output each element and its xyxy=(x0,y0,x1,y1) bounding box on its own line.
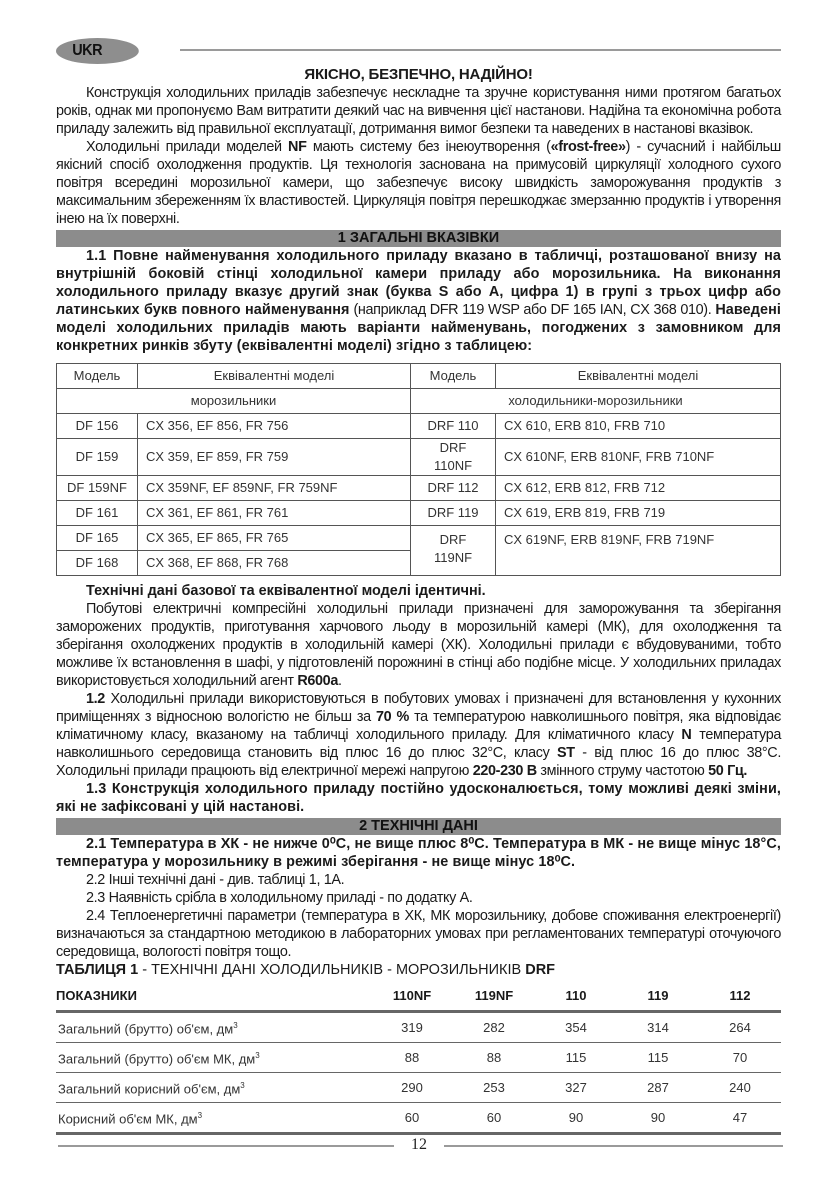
paragraph-2-3: 2.3 Наявність срібла в холодильному приладі - по додатку А. xyxy=(86,890,473,906)
row-label: Загальний (брутто) об'єм МК, $дм^3$ xyxy=(56,1043,371,1073)
value-cell: 47 xyxy=(699,1103,781,1134)
model-cell: DF 165 xyxy=(57,526,138,551)
page-footer xyxy=(58,1136,783,1156)
model-cell: DRF 112 xyxy=(411,476,496,501)
value-cell: 115 xyxy=(617,1043,699,1073)
model-cell: DF 168 xyxy=(57,551,138,576)
equivalents-cell: CX 359, EF 859, FR 759 xyxy=(138,439,411,476)
table-row xyxy=(57,439,781,476)
household-use-paragraph: Побутові електричні компресійні холодильні прилади призначені для заморожування та зберігання заморожених продуктів, приготування харчового льоду в морозильній камері (МК), для охолодження та зберігання охолоджених продуктів в холодильній камері (ХК). Холодильні прилади є вбудовуваними, тобто можливе їх встановлення в шафі, у підготовленій порожнині в стінці або подібне місце. У холодильних приладах використовується холодильний агент R600a. xyxy=(56,601,781,689)
model-cell: DRF 119 xyxy=(411,501,496,526)
value-cell: 90 xyxy=(617,1103,699,1134)
page-title: ЯКІСНО, БЕЗПЕЧНО, НАДІЙНО! xyxy=(304,66,533,83)
row-label: Загальний (брутто) об'єм, $дм^3$ xyxy=(56,1012,371,1043)
column-header: 119 xyxy=(617,985,699,1012)
value-cell: 354 xyxy=(535,1012,617,1043)
value-cell: 90 xyxy=(535,1103,617,1134)
paragraph-2-2: 2.2 Інші технічні дані - див. таблиці 1, 1А. xyxy=(86,872,345,888)
equivalents-cell: CX 361, EF 861, FR 761 xyxy=(138,501,411,526)
page-header xyxy=(56,38,781,64)
value-cell: 314 xyxy=(617,1012,699,1043)
table-row xyxy=(57,501,781,526)
value-cell: 88 xyxy=(371,1043,453,1073)
group-label-freezers: морозильники xyxy=(57,389,411,414)
model-cell: DRF 110NF xyxy=(411,439,496,476)
value-cell: 264 xyxy=(699,1012,781,1043)
equivalents-cell: CX 359NF, EF 859NF, FR 759NF xyxy=(138,476,411,501)
value-cell: 115 xyxy=(535,1043,617,1073)
column-header: Еквівалентні моделі xyxy=(138,364,411,389)
intro-paragraph-2: Холодильні прилади моделей NF мають систему без інеюутворення («frost-free») - сучасний і найбільш якісний спосіб охолодження продуктів. Ця технологія заснована на примусовій циркуляції холодного сухого повітря всередині морозильної камери, що забезпечує високу швидкість заморожування продуктів з максимальним збереженням їх властивостей. Циркуляція повітря перешкоджає змерзанню продуктів і утворення інею на їх поверхні. xyxy=(56,139,782,227)
model-cell: DRF 119NF xyxy=(411,526,496,576)
page-number: 12 xyxy=(411,1136,427,1153)
technical-data-table xyxy=(56,985,781,1135)
row-label: Загальний корисний об'єм, $дм^3$ xyxy=(56,1073,371,1103)
identical-data-note: Технічні дані базової та еквівалентної моделі ідентичні. xyxy=(86,583,486,599)
table-row xyxy=(57,414,781,439)
paragraph-2-4: 2.4 Теплоенергетичні параметри (температура в ХК, МК морозильнику, добове споживання електроенергії) визначаються за стандартною методикою в лабораторних умовах при регламентованих температурі оточуючого середовища, вологості повітря тощо. xyxy=(56,908,781,960)
table-row xyxy=(56,1043,781,1073)
column-header: 119NF xyxy=(453,985,535,1012)
value-cell: 88 xyxy=(453,1043,535,1073)
table-row xyxy=(56,1012,781,1043)
equivalents-cell: CX 368, EF 868, FR 768 xyxy=(138,551,411,576)
equivalents-cell: CX 356, EF 856, FR 756 xyxy=(138,414,411,439)
column-header: Модель xyxy=(411,364,496,389)
equivalent-models-table xyxy=(56,363,781,576)
value-cell: 319 xyxy=(371,1012,453,1043)
model-cell: DF 161 xyxy=(57,501,138,526)
column-header: Модель xyxy=(57,364,138,389)
value-cell: 70 xyxy=(699,1043,781,1073)
value-cell: 60 xyxy=(371,1103,453,1134)
column-header: 112 xyxy=(699,985,781,1012)
table-row xyxy=(56,1103,781,1134)
column-header: 110 xyxy=(535,985,617,1012)
value-cell: 290 xyxy=(371,1073,453,1103)
equivalents-cell: CX 610, ERB 810, FRB 710 xyxy=(496,414,781,439)
header-rule xyxy=(180,49,781,51)
paragraph-1-3: 1.3 Конструкція холодильного приладу постійно удосконалюється, тому можливі деякі зміни, які не зафіксовані у цій настанові. xyxy=(56,781,781,815)
equivalents-cell: CX 619NF, ERB 819NF, FRB 719NF xyxy=(496,526,781,576)
language-badge: UKR xyxy=(56,38,139,64)
value-cell: 287 xyxy=(617,1073,699,1103)
section-heading-technical: 2 ТЕХНІЧНІ ДАНІ xyxy=(56,818,781,835)
column-header: 110NF xyxy=(371,985,453,1012)
model-cell: DF 156 xyxy=(57,414,138,439)
value-cell: 240 xyxy=(699,1073,781,1103)
equivalents-cell: CX 619, ERB 819, FRB 719 xyxy=(496,501,781,526)
value-cell: 282 xyxy=(453,1012,535,1043)
table-header-row xyxy=(57,364,781,389)
group-label-fridge-freezers: холодильники-морозильники xyxy=(411,389,781,414)
equivalents-cell: CX 612, ERB 812, FRB 712 xyxy=(496,476,781,501)
section-heading-general: 1 ЗАГАЛЬНІ ВКАЗІВКИ xyxy=(56,230,781,247)
model-cell: DF 159NF xyxy=(57,476,138,501)
footer-rule-left xyxy=(58,1145,394,1147)
value-cell: 253 xyxy=(453,1073,535,1103)
table-header-row xyxy=(56,985,781,1012)
row-label: Корисний об'єм МК, $дм^3$ xyxy=(56,1103,371,1134)
equivalents-cell: CX 365, EF 865, FR 765 xyxy=(138,526,411,551)
column-header: Еквівалентні моделі xyxy=(496,364,781,389)
table-1-caption: ТАБЛИЦЯ 1 - ТЕХНІЧНІ ДАНІ ХОЛОДИЛЬНИКІВ - МОРОЗИЛЬНИКІВ DRF xyxy=(56,962,556,978)
equivalents-cell: CX 610NF, ERB 810NF, FRB 710NF xyxy=(496,439,781,476)
footer-rule-right xyxy=(444,1145,783,1147)
paragraph-2-1: 2.1 Температура в ХК - не нижче 0⁰С, не вище плюс 8⁰С. Температура в МК - не вище мінус 18°С, температура у морозильнику в режимі зберігання - не вище мінус 18⁰С. xyxy=(56,836,781,870)
paragraph-1-1: 1.1 Повне найменування холодильного приладу вказано в табличці, розташованої внизу на внутрішній боковій стінці холодильної камери приладу або морозильника. На виконання холодильного приладу вказує другий знак (буква S або А, цифра 1) в групі з трьох цифр або латинських букв повного найменування (наприклад DFR 119 WSP або DF 165 IAN, CX 368 010). Наведені моделі холодильних приладів мають варіанти найменувань, погоджених з замовником для конкретних ринків збуту (еквівалентні моделі) згідно з таблицею: xyxy=(56,248,781,354)
intro-paragraph-1: Конструкція холодильних приладів забезпечує нескладне та зручне користування ними протягом багатьох років, однак ми пропонуємо Вам витратити деякий час на вивчення цієї настанови. Надійна та економічна робота приладу залежить від правильної експлуатації, дотримання вимог безпеки та наведених в настанові вказівок. xyxy=(56,85,781,137)
table-row xyxy=(57,526,781,551)
table-row xyxy=(57,476,781,501)
value-cell: 60 xyxy=(453,1103,535,1134)
table-group-row xyxy=(57,389,781,414)
page-content xyxy=(56,66,781,1135)
column-header: ПОКАЗНИКИ xyxy=(56,985,371,1012)
model-cell: DRF 110 xyxy=(411,414,496,439)
paragraph-1-2: 1.2 Холодильні прилади використовуються в побутових умовах і призначені для встановлення у кухонних приміщеннях з відносною вологістю не більш за 70 % та температурою навколишнього повітря, яка відповідає кліматичному класу, вказаному на табличці холодильного приладу. Для кліматичного класу N температура навколишнього середовища становить від плюс 16 до плюс 32°С, класу ST - від плюс 16 до плюс 38°С. Холодильні прилади працюють від електричної мережі напругою 220-230 В змінного струму частотою 50 Гц. xyxy=(56,691,782,779)
table-row xyxy=(56,1073,781,1103)
model-cell: DF 159 xyxy=(57,439,138,476)
value-cell: 327 xyxy=(535,1073,617,1103)
